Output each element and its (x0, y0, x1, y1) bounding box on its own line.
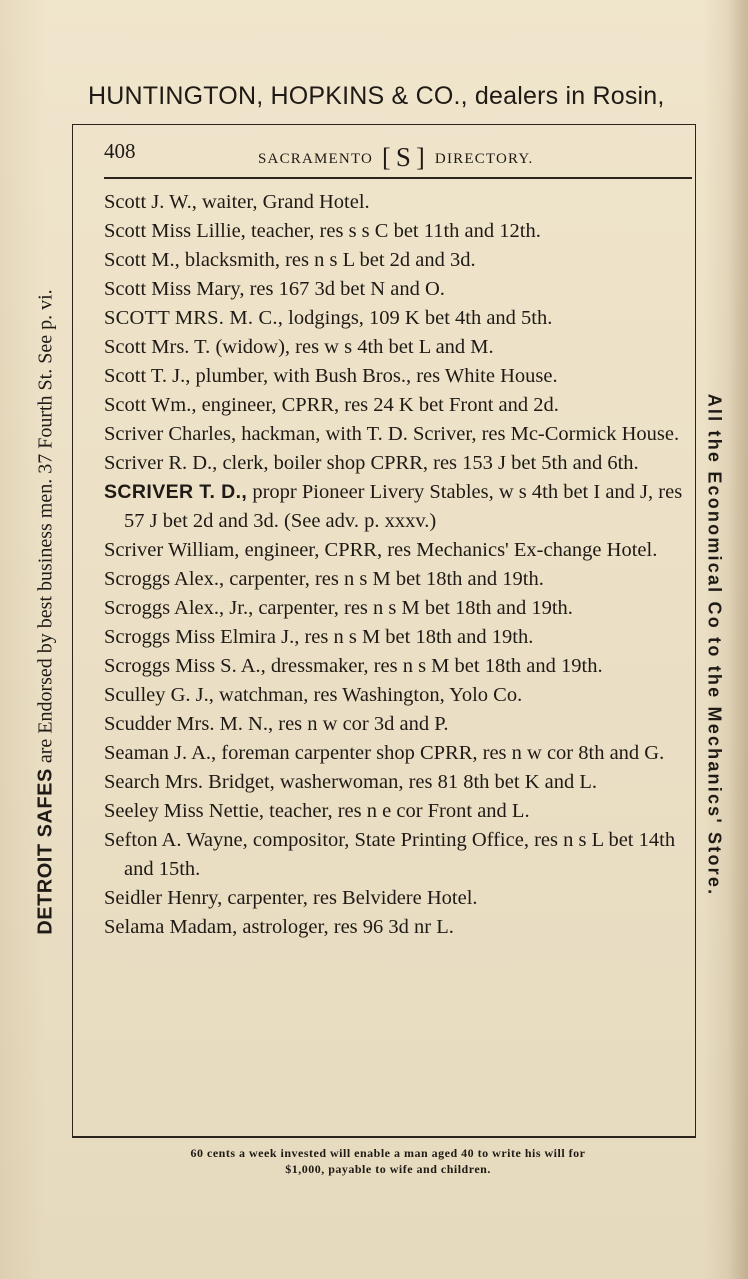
directory-entry (104, 913, 688, 942)
entry-details: teacher, res s s C bet 11th and 12th. (245, 220, 541, 242)
directory-entry (104, 884, 688, 913)
directory-entry (104, 246, 688, 275)
entry-name: Scott M., (104, 249, 180, 271)
entry-details: hackman, with T. D. Scriver, res Mc-Cormick House. (236, 423, 680, 445)
bottom-rule (72, 1136, 696, 1138)
directory-entry (104, 710, 688, 739)
directory-entry (104, 478, 688, 536)
entry-name: Sculley G. J., (104, 684, 214, 706)
entry-name: Scott Miss Mary, (104, 278, 245, 300)
directory-entry (104, 652, 688, 681)
entry-name: Scroggs Alex., (104, 568, 225, 590)
entry-details: compositor, State Printing Office, res n s L bet 14th and 15th. (124, 829, 681, 880)
directory-entry (104, 420, 688, 449)
directory-entry (104, 681, 688, 710)
entry-name: Scott T. J., (104, 365, 191, 387)
directory-entry (104, 623, 688, 652)
left-margin-ad-text (35, 92, 58, 1132)
entry-details: carpenter, res n s M bet 18th and 19th. (224, 568, 544, 590)
top-banner-ad: HUNTINGTON, HOPKINS & CO., dealers in Rosin, (88, 82, 665, 110)
entry-details: clerk, boiler shop CPRR, res 153 J bet 5th and 6th. (217, 452, 639, 474)
entry-details: dressmaker, res n s M bet 18th and 19th. (265, 655, 603, 677)
entry-name: Scroggs Miss S. A., (104, 655, 266, 677)
footer-ad (88, 1145, 688, 1177)
left-margin-ad-rest: are Endorsed by best business men. 37 Fourth St. See p. vi. (34, 289, 57, 769)
directory-entry (104, 217, 688, 246)
entry-details: blacksmith, res n s L bet 2d and 3d. (179, 249, 476, 271)
entry-details: lodgings, 109 K bet 4th and 5th. (283, 307, 553, 329)
directory-entry (104, 333, 688, 362)
entry-name: Scott Wm., (104, 394, 197, 416)
entry-details: foreman carpenter shop CPRR, res n w cor 8th and G. (216, 742, 665, 764)
entry-name: Scroggs Miss Elmira J., (104, 626, 300, 648)
directory-entry (104, 594, 688, 623)
entry-name: Scriver R. D., (104, 452, 218, 474)
directory-entry (104, 826, 688, 884)
entry-details: waiter, Grand Hotel. (196, 191, 370, 213)
directory-entry (104, 275, 688, 304)
entry-name: SCOTT MRS. M. C., (104, 307, 284, 329)
running-head-right: DIRECTORY. (434, 151, 534, 167)
entry-name: Sefton A. Wayne, (104, 829, 248, 851)
entry-details: engineer, CPRR, res 24 K bet Front and 2d. (196, 394, 559, 416)
entry-name: Scroggs Alex., Jr., (104, 597, 254, 619)
entry-name: SCRIVER T. D., (104, 481, 248, 503)
section-letter: S (395, 142, 413, 172)
running-head-title (258, 142, 533, 173)
entry-details: engineer, CPRR, res Mechanics' Ex-change Hotel. (239, 539, 658, 561)
directory-entry (104, 739, 688, 768)
directory-entry (104, 768, 688, 797)
directory-entries (104, 188, 688, 942)
entry-name: Search Mrs. Bridget, (104, 771, 275, 793)
entry-details: res n w cor 3d and P. (273, 713, 449, 735)
entry-details: plumber, with Bush Bros., res White House. (190, 365, 558, 387)
entry-name: Scudder Mrs. M. N., (104, 713, 274, 735)
bracket-open: [ (382, 143, 392, 172)
directory-entry (104, 449, 688, 478)
entry-details: watchman, res Washington, Yolo Co. (213, 684, 523, 706)
page-number: 408 (104, 139, 136, 163)
entry-details: propr Pioneer Livery Stables, w s 4th bet I and J, res 57 J bet 2d and 3d. (See adv. p. xxxv.) (124, 481, 688, 532)
entry-name: Seidler Henry, (104, 887, 223, 909)
entry-name: Scriver William, (104, 539, 240, 561)
footer-line-1: 60 cents a week invested will enable a man aged 40 to write his will for (190, 1146, 586, 1160)
footer-line-2: $1,000, payable to wife and children. (285, 1162, 491, 1176)
entry-name: Scott J. W., (104, 191, 197, 213)
entry-name: Selama Madam, (104, 916, 238, 938)
right-margin-ad-text: All the Economical Co to the Mechanics' Store. (704, 393, 725, 897)
entry-details: (widow), res w s 4th bet L and M. (210, 336, 494, 358)
entry-details: res n s M bet 18th and 19th. (299, 626, 534, 648)
directory-entry (104, 565, 688, 594)
entry-name: Seaman J. A., (104, 742, 217, 764)
directory-entry (104, 391, 688, 420)
bracket-close: ] (416, 143, 426, 172)
entry-details: carpenter, res n s M bet 18th and 19th. (253, 597, 573, 619)
left-margin-ad-brand: DETROIT SAFES (34, 768, 57, 935)
entry-details: carpenter, res Belvidere Hotel. (222, 887, 478, 909)
entry-details: res 167 3d bet N and O. (244, 278, 445, 300)
entry-details: teacher, res n e cor Front and L. (264, 800, 530, 822)
directory-entry (104, 362, 688, 391)
directory-entry (104, 797, 688, 826)
directory-entry (104, 536, 688, 565)
entry-name: Scriver Charles, (104, 423, 237, 445)
entry-details: astrologer, res 96 3d nr L. (237, 916, 454, 938)
entry-name: Scott Miss Lillie, (104, 220, 246, 242)
left-margin-ad (14, 82, 78, 1142)
page-edge-shadow (728, 0, 748, 1279)
directory-entry (104, 304, 688, 333)
header-rule (104, 177, 692, 179)
directory-entry (104, 188, 688, 217)
running-header (104, 136, 684, 170)
entry-name: Seeley Miss Nettie, (104, 800, 264, 822)
entry-details: washerwoman, res 81 8th bet K and L. (274, 771, 598, 793)
entry-name: Scott Mrs. T. (104, 336, 211, 358)
running-head-left: SACRAMENTO (258, 151, 374, 167)
